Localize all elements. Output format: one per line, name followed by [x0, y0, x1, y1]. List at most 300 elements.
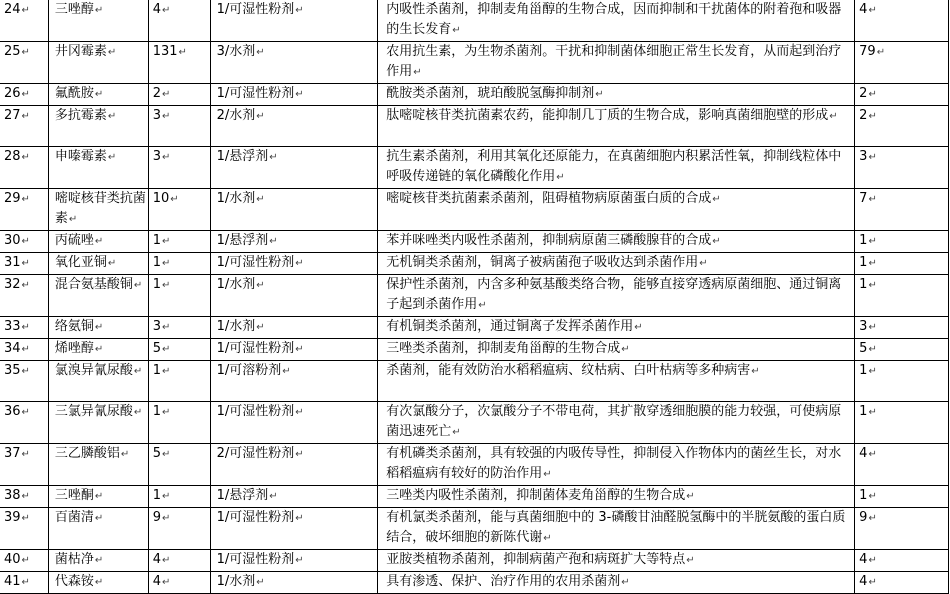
registration-count: 3 [152, 108, 161, 123]
registration-count-cell [148, 508, 210, 550]
paragraph-mark-icon: ↵ [256, 111, 265, 122]
formulation: 1/悬浮剂 [216, 233, 269, 248]
paragraph-mark-icon: ↵ [868, 513, 877, 524]
pesticide-name: 三唑醇 [54, 2, 94, 17]
product-count-cell [855, 361, 949, 402]
formulation: 3/水剂 [216, 44, 256, 59]
pesticide-name-cell [48, 275, 148, 317]
paragraph-mark-icon: ↵ [868, 449, 877, 460]
paragraph-mark-icon: ↵ [21, 194, 30, 205]
paragraph-mark-icon: ↵ [21, 449, 30, 460]
product-count: 3 [859, 319, 868, 334]
registration-count-cell [148, 147, 210, 189]
formulation-cell [210, 84, 378, 106]
paragraph-mark-icon: ↵ [94, 555, 104, 566]
row-number: 26 [4, 86, 21, 101]
formulation-cell [210, 231, 378, 253]
pesticide-name: 嘧啶核苷类抗菌素 [54, 191, 146, 226]
product-count: 79 [859, 44, 876, 59]
row-number: 27 [4, 108, 21, 123]
formulation: 1/可湿性粉剂 [216, 510, 295, 525]
paragraph-mark-icon: ↵ [68, 214, 78, 225]
pesticide-name: 三唑酮 [54, 488, 94, 503]
formulation-cell [210, 147, 378, 189]
product-count-cell [855, 444, 949, 486]
pesticide-name: 百菌清 [54, 510, 94, 525]
table-row [0, 231, 949, 253]
pesticide-name-cell [48, 231, 148, 253]
registration-count-cell [148, 339, 210, 361]
paragraph-mark-icon: ↵ [256, 577, 265, 588]
registration-count: 1 [152, 363, 161, 378]
paragraph-mark-icon: ↵ [21, 491, 30, 502]
table-row [0, 444, 949, 486]
paragraph-mark-icon: ↵ [107, 47, 117, 58]
paragraph-mark-icon: ↵ [699, 258, 708, 269]
row-number: 29 [4, 191, 21, 206]
mode-of-action: 内吸性杀菌剂，抑制麦角甾醇的生物合成，因而抑制和干扰菌体的附着孢和吸器的生长发育 [386, 2, 842, 37]
paragraph-mark-icon: ↵ [256, 280, 265, 291]
paragraph-mark-icon: ↵ [94, 89, 104, 100]
registration-count: 2 [152, 86, 161, 101]
pesticide-name-cell [48, 253, 148, 275]
table-row [0, 317, 949, 339]
product-count-cell [855, 253, 949, 275]
mode-of-action: 具有渗透、保护、治疗作用的农用杀菌剂 [386, 574, 621, 589]
registration-count-cell [148, 231, 210, 253]
pesticide-name-cell [48, 147, 148, 189]
mode-of-action-cell [378, 361, 855, 402]
pesticide-name-cell [48, 361, 148, 402]
paragraph-mark-icon: ↵ [21, 236, 30, 247]
row-number: 28 [4, 149, 21, 164]
mode-of-action-cell [378, 508, 855, 550]
paragraph-mark-icon: ↵ [21, 366, 30, 377]
registration-count: 3 [152, 149, 161, 164]
pesticide-name-cell [48, 189, 148, 231]
formulation-cell [210, 106, 378, 147]
pesticide-name: 丙硫唑 [54, 233, 94, 248]
paragraph-mark-icon: ↵ [295, 344, 304, 355]
paragraph-mark-icon: ↵ [295, 258, 304, 269]
paragraph-mark-icon: ↵ [107, 152, 117, 163]
formulation-cell [210, 275, 378, 317]
registration-count: 1 [152, 233, 161, 248]
registration-count: 9 [152, 510, 161, 525]
mode-of-action-cell [378, 253, 855, 275]
pesticide-name-cell [48, 339, 148, 361]
mode-of-action-cell [378, 147, 855, 189]
paragraph-mark-icon: ↵ [120, 449, 130, 460]
pesticide-name: 三氯异氰尿酸 [54, 404, 133, 419]
product-count-cell [855, 147, 949, 189]
formulation-cell [210, 550, 378, 572]
product-count: 9 [859, 510, 868, 525]
product-count: 2 [859, 108, 868, 123]
pesticide-name-cell [48, 444, 148, 486]
row-number-cell [0, 84, 48, 106]
row-number-cell [0, 339, 48, 361]
paragraph-mark-icon: ↵ [868, 89, 877, 100]
paragraph-mark-icon: ↵ [21, 513, 30, 524]
paragraph-mark-icon: ↵ [21, 322, 30, 333]
registration-count: 10 [152, 191, 170, 206]
mode-of-action-cell [378, 486, 855, 508]
paragraph-mark-icon: ↵ [295, 449, 304, 460]
formulation: 1/可湿性粉剂 [216, 255, 295, 270]
paragraph-mark-icon: ↵ [94, 344, 104, 355]
row-number-cell [0, 361, 48, 402]
mode-of-action-cell [378, 339, 855, 361]
table-row [0, 0, 949, 42]
pesticide-name-cell [48, 106, 148, 147]
row-number: 31 [4, 255, 21, 270]
pesticide-name: 烯唑醇 [54, 341, 94, 356]
paragraph-mark-icon: ↵ [21, 47, 30, 58]
paragraph-mark-icon: ↵ [94, 236, 104, 247]
formulation: 1/水剂 [216, 319, 256, 334]
formulation: 1/可湿性粉剂 [216, 341, 295, 356]
paragraph-mark-icon: ↵ [712, 236, 721, 247]
product-count: 5 [859, 341, 868, 356]
product-count-cell [855, 317, 949, 339]
formulation: 1/可湿性粉剂 [216, 404, 295, 419]
product-count-cell [855, 42, 949, 84]
page-footer-fragment [0, 578, 950, 587]
product-count-cell [855, 402, 949, 444]
pesticide-name: 氯溴异氰尿酸 [54, 363, 133, 378]
paragraph-mark-icon: ↵ [712, 194, 721, 205]
pesticide-name: 氟酰胺 [54, 86, 94, 101]
product-count: 2 [859, 86, 868, 101]
row-number: 24 [4, 2, 21, 17]
paragraph-mark-icon: ↵ [868, 555, 877, 566]
paragraph-mark-icon: ↵ [107, 258, 117, 269]
paragraph-mark-icon: ↵ [161, 366, 171, 377]
row-number-cell [0, 42, 48, 84]
paragraph-mark-icon: ↵ [556, 172, 565, 183]
mode-of-action: 农用抗生素，为生物杀菌剂。干扰和抑制菌体细胞正常生长发育，从而起到治疗作用 [386, 44, 842, 79]
mode-of-action: 亚胺类植物杀菌剂，抑制病菌产孢和病斑扩大等特点 [386, 552, 686, 567]
product-count-cell [855, 231, 949, 253]
pesticide-name-cell [48, 42, 148, 84]
paragraph-mark-icon: ↵ [295, 513, 304, 524]
mode-of-action: 三唑类内吸性杀菌剂，抑制菌体麦角甾醇的生物合成 [386, 488, 686, 503]
paragraph-mark-icon: ↵ [170, 194, 179, 205]
registration-count: 4 [152, 574, 161, 589]
paragraph-mark-icon: ↵ [413, 67, 422, 78]
paragraph-mark-icon: ↵ [133, 366, 143, 377]
product-count: 4 [859, 446, 868, 461]
paragraph-mark-icon: ↵ [94, 491, 104, 502]
paragraph-mark-icon: ↵ [133, 280, 143, 291]
paragraph-mark-icon: ↵ [161, 577, 171, 588]
formulation-cell [210, 42, 378, 84]
table-row [0, 402, 949, 444]
pesticide-name: 三乙膦酸铝 [54, 446, 120, 461]
registration-count-cell [148, 106, 210, 147]
product-count: 4 [859, 2, 868, 17]
paragraph-mark-icon: ↵ [21, 111, 30, 122]
pesticide-name: 氧化亚铜 [54, 255, 107, 270]
table-row [0, 84, 949, 106]
paragraph-mark-icon: ↵ [107, 111, 117, 122]
paragraph-mark-icon: ↵ [829, 111, 838, 122]
formulation-cell [210, 402, 378, 444]
pesticide-name-cell [48, 402, 148, 444]
registration-count-cell [148, 361, 210, 402]
registration-count: 3 [152, 319, 161, 334]
paragraph-mark-icon: ↵ [295, 407, 304, 418]
product-count-cell [855, 508, 949, 550]
paragraph-mark-icon: ↵ [621, 344, 630, 355]
paragraph-mark-icon: ↵ [868, 407, 877, 418]
table-row [0, 189, 949, 231]
paragraph-mark-icon: ↵ [868, 5, 877, 16]
pesticide-name-cell [48, 0, 148, 42]
row-number: 37 [4, 446, 21, 461]
paragraph-mark-icon: ↵ [868, 344, 877, 355]
product-count: 1 [859, 363, 868, 378]
product-count: 1 [859, 277, 868, 292]
mode-of-action-cell [378, 42, 855, 84]
formulation: 1/水剂 [216, 191, 256, 206]
pesticide-name: 络氨铜 [54, 319, 94, 334]
paragraph-mark-icon: ↵ [686, 491, 695, 502]
mode-of-action-cell [378, 550, 855, 572]
paragraph-mark-icon: ↵ [595, 89, 604, 100]
row-number-cell [0, 106, 48, 147]
row-number-cell [0, 231, 48, 253]
paragraph-mark-icon: ↵ [21, 152, 30, 163]
paragraph-mark-icon: ↵ [94, 513, 104, 524]
paragraph-mark-icon: ↵ [256, 322, 265, 333]
registration-count: 4 [152, 2, 161, 17]
formulation-cell [210, 0, 378, 42]
registration-count-cell [148, 402, 210, 444]
mode-of-action: 抗生素杀菌剂，利用其氧化还原能力，在真菌细胞内积累活性氧，抑制线粒体中呼吸传递链的氧化磷酸化作用 [386, 149, 842, 184]
product-count-cell [855, 486, 949, 508]
table-row [0, 508, 949, 550]
formulation: 1/可湿性粉剂 [216, 86, 295, 101]
paragraph-mark-icon: ↵ [621, 577, 630, 588]
registration-count: 131 [152, 44, 178, 59]
paragraph-mark-icon: ↵ [161, 491, 171, 502]
formulation: 1/水剂 [216, 574, 256, 589]
product-count: 3 [859, 149, 868, 164]
paragraph-mark-icon: ↵ [452, 427, 461, 438]
paragraph-mark-icon: ↵ [161, 449, 171, 460]
mode-of-action: 嘧啶核苷类抗菌素杀菌剂，阻碍植物病原菌蛋白质的合成 [386, 191, 712, 206]
product-count-cell [855, 84, 949, 106]
row-number: 36 [4, 404, 21, 419]
row-number-cell [0, 550, 48, 572]
registration-count: 4 [152, 552, 161, 567]
table-row [0, 106, 949, 147]
pesticide-name: 菌枯净 [54, 552, 94, 567]
row-number: 41 [4, 574, 21, 589]
mode-of-action: 有机铜类杀菌剂，通过铜离子发挥杀菌作用 [386, 319, 634, 334]
paragraph-mark-icon: ↵ [269, 152, 278, 163]
mode-of-action: 肽嘧啶核苷类抗菌素农药，能抑制几丁质的生物合成，影响真菌细胞壁的形成 [386, 108, 829, 123]
registration-count-cell [148, 189, 210, 231]
row-number-cell [0, 508, 48, 550]
paragraph-mark-icon: ↵ [686, 555, 695, 566]
registration-count-cell [148, 84, 210, 106]
table-row [0, 42, 949, 84]
row-number: 35 [4, 363, 21, 378]
product-count-cell [855, 275, 949, 317]
formulation-cell [210, 508, 378, 550]
row-number-cell [0, 275, 48, 317]
row-number-cell [0, 402, 48, 444]
table-row [0, 339, 949, 361]
row-number: 34 [4, 341, 21, 356]
row-number-cell [0, 147, 48, 189]
paragraph-mark-icon: ↵ [133, 407, 143, 418]
paragraph-mark-icon: ↵ [161, 280, 171, 291]
mode-of-action: 无机铜类杀菌剂，铜离子被病菌孢子吸收达到杀菌作用 [386, 255, 699, 270]
paragraph-mark-icon: ↵ [452, 25, 461, 36]
formulation: 1/可溶粉剂 [216, 363, 282, 378]
paragraph-mark-icon: ↵ [868, 366, 877, 377]
formulation: 1/悬浮剂 [216, 488, 269, 503]
formulation: 1/可湿性粉剂 [216, 2, 295, 17]
paragraph-mark-icon: ↵ [282, 366, 291, 377]
pesticide-name-cell [48, 508, 148, 550]
mode-of-action-cell [378, 106, 855, 147]
row-number: 25 [4, 44, 21, 59]
paragraph-mark-icon: ↵ [161, 5, 171, 16]
paragraph-mark-icon: ↵ [868, 236, 877, 247]
table-row [0, 550, 949, 572]
table-row [0, 253, 949, 275]
formulation: 2/水剂 [216, 108, 256, 123]
row-number-cell [0, 444, 48, 486]
product-count: 4 [859, 574, 868, 589]
paragraph-mark-icon: ↵ [751, 366, 760, 377]
paragraph-mark-icon: ↵ [161, 555, 171, 566]
paragraph-mark-icon: ↵ [543, 533, 552, 544]
row-number: 33 [4, 319, 21, 334]
row-number-cell [0, 253, 48, 275]
product-count-cell [855, 106, 949, 147]
table-row [0, 486, 949, 508]
pesticide-name: 井冈霉素 [54, 44, 107, 59]
paragraph-mark-icon: ↵ [868, 280, 877, 291]
formulation-cell [210, 361, 378, 402]
row-number-cell [0, 317, 48, 339]
paragraph-mark-icon: ↵ [256, 47, 265, 58]
paragraph-mark-icon: ↵ [868, 194, 877, 205]
formulation: 1/水剂 [216, 277, 256, 292]
paragraph-mark-icon: ↵ [868, 577, 877, 588]
paragraph-mark-icon: ↵ [178, 47, 187, 58]
formulation-cell [210, 189, 378, 231]
paragraph-mark-icon: ↵ [161, 344, 171, 355]
registration-count-cell [148, 253, 210, 275]
paragraph-mark-icon: ↵ [161, 236, 171, 247]
paragraph-mark-icon: ↵ [868, 491, 877, 502]
paragraph-mark-icon: ↵ [161, 407, 171, 418]
formulation-cell [210, 486, 378, 508]
mode-of-action: 有机磷类杀菌剂，具有较强的内吸传导性，抑制侵入作物体内的菌丝生长，对水稻稻瘟病有较好的防治作用 [386, 446, 842, 481]
pesticide-name-cell [48, 486, 148, 508]
formulation: 1/悬浮剂 [216, 149, 269, 164]
paragraph-mark-icon: ↵ [94, 322, 104, 333]
pesticide-name: 代森铵 [54, 574, 94, 589]
paragraph-mark-icon: ↵ [295, 5, 304, 16]
registration-count: 5 [152, 341, 161, 356]
paragraph-mark-icon: ↵ [269, 236, 278, 247]
paragraph-mark-icon: ↵ [21, 344, 30, 355]
mode-of-action-cell [378, 0, 855, 42]
pesticide-name: 申嗪霉素 [54, 149, 107, 164]
product-count-cell [855, 550, 949, 572]
mode-of-action-cell [378, 275, 855, 317]
paragraph-mark-icon: ↵ [161, 152, 171, 163]
paragraph-mark-icon: ↵ [269, 491, 278, 502]
pesticide-name-cell [48, 84, 148, 106]
paragraph-mark-icon: ↵ [256, 194, 265, 205]
paragraph-mark-icon: ↵ [161, 322, 171, 333]
paragraph-mark-icon: ↵ [868, 111, 877, 122]
mode-of-action-cell [378, 402, 855, 444]
paragraph-mark-icon: ↵ [21, 280, 30, 291]
formulation-cell [210, 317, 378, 339]
registration-count: 1 [152, 277, 161, 292]
formulation-cell [210, 253, 378, 275]
paragraph-mark-icon: ↵ [478, 300, 487, 311]
product-count-cell [855, 339, 949, 361]
registration-count-cell [148, 275, 210, 317]
paragraph-mark-icon: ↵ [295, 555, 304, 566]
pesticide-name-cell [48, 317, 148, 339]
mode-of-action-cell [378, 317, 855, 339]
paragraph-mark-icon: ↵ [94, 5, 104, 16]
mode-of-action-cell [378, 231, 855, 253]
registration-count-cell [148, 42, 210, 84]
paragraph-mark-icon: ↵ [868, 258, 877, 269]
registration-count-cell [148, 550, 210, 572]
product-count: 4 [859, 552, 868, 567]
formulation: 1/可湿性粉剂 [216, 552, 295, 567]
paragraph-mark-icon: ↵ [21, 555, 30, 566]
mode-of-action-cell [378, 444, 855, 486]
product-count: 7 [859, 191, 868, 206]
product-count: 1 [859, 488, 868, 503]
pesticide-name-cell [48, 550, 148, 572]
product-count: 1 [859, 255, 868, 270]
product-count-cell [855, 0, 949, 42]
row-number: 32 [4, 277, 21, 292]
paragraph-mark-icon: ↵ [161, 258, 171, 269]
mode-of-action-cell [378, 84, 855, 106]
registration-count-cell [148, 486, 210, 508]
registration-count-cell [148, 0, 210, 42]
mode-of-action: 杀菌剂，能有效防治水稻稻瘟病、纹枯病、白叶枯病等多种病害 [386, 363, 751, 378]
product-count: 1 [859, 404, 868, 419]
paragraph-mark-icon: ↵ [21, 407, 30, 418]
pesticide-name: 多抗霉素 [54, 108, 107, 123]
row-number: 40 [4, 552, 21, 567]
paragraph-mark-icon: ↵ [21, 5, 30, 16]
registration-count: 5 [152, 446, 161, 461]
formulation: 2/可湿性粉剂 [216, 446, 295, 461]
mode-of-action: 酰胺类杀菌剂，琥珀酸脱氢酶抑制剂 [386, 86, 595, 101]
registration-count-cell [148, 317, 210, 339]
mode-of-action: 三唑类杀菌剂，抑制麦角甾醇的生物合成 [386, 341, 621, 356]
